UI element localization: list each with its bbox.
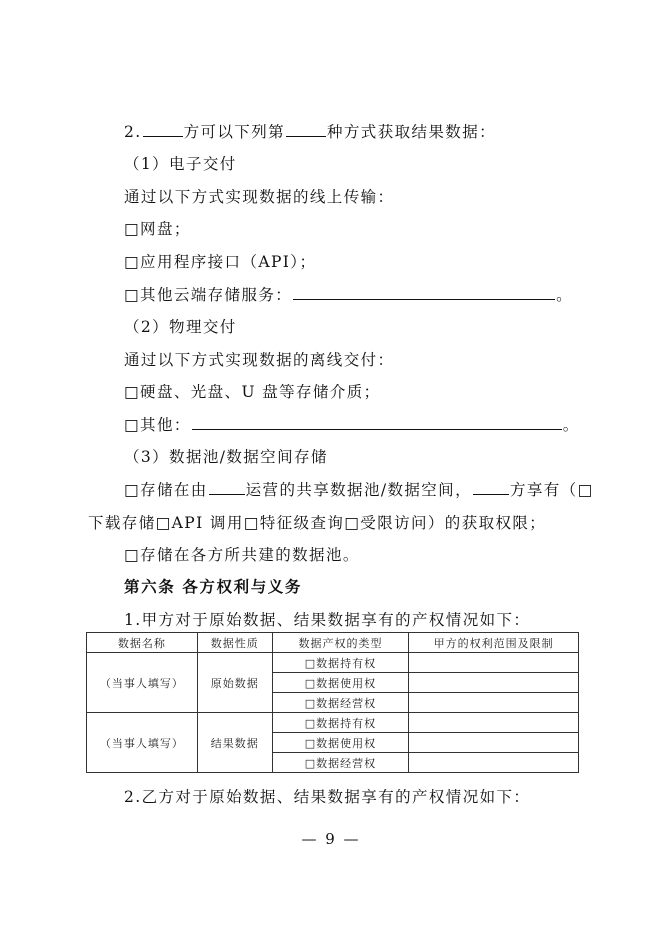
data-name-cell[interactable]: （当事人填写） <box>87 713 198 773</box>
party-a-rights-intro: 1.甲方对于原始数据、结果数据享有的产权情况如下： <box>124 611 531 629</box>
checkbox-usage-right[interactable]: □数据使用权 <box>272 673 409 693</box>
line-text: 。 <box>562 416 580 434</box>
checkbox-operation-right[interactable]: □数据经营权 <box>272 693 409 713</box>
checkbox-holding-right[interactable]: □数据持有权 <box>272 653 409 673</box>
electronic-delivery-heading: （1）电子交付 <box>124 155 237 173</box>
table-row <box>87 713 579 733</box>
item-number: 2. <box>124 123 142 141</box>
checkbox-other-cloud[interactable] <box>124 285 573 305</box>
checkbox-storage-media[interactable]: □硬盘、光盘、U 盘等存储介质； <box>124 383 381 401</box>
line-text: □其他： <box>124 416 191 434</box>
delivery-method-line <box>124 122 496 142</box>
data-nature-cell: 原始数据 <box>197 653 272 713</box>
method-number-blank[interactable] <box>286 122 326 137</box>
line-text: 运营的共享数据池/数据空间， <box>245 481 472 499</box>
checkbox-joint-pool[interactable]: □存储在各方所共建的数据池。 <box>124 546 360 564</box>
other-physical-blank[interactable] <box>192 415 562 430</box>
online-transfer-text: 通过以下方式实现数据的线上传输： <box>124 188 395 206</box>
scope-cell[interactable] <box>409 653 579 673</box>
line-text: 方享有（□ <box>509 481 594 499</box>
party-blank[interactable] <box>143 122 183 137</box>
physical-delivery-heading: （2）物理交付 <box>124 318 237 336</box>
data-nature-cell: 结果数据 <box>197 713 272 773</box>
line-text: 种方式获取结果数据： <box>327 123 497 141</box>
operator-blank[interactable] <box>209 480 245 495</box>
scope-cell[interactable] <box>409 693 579 713</box>
offline-transfer-text: 通过以下方式实现数据的离线交付： <box>124 351 395 369</box>
party-a-rights-table <box>86 632 579 773</box>
data-pool-heading: （3）数据池/数据空间存储 <box>124 448 328 466</box>
page-number: — 9 — <box>301 830 361 848</box>
scope-cell[interactable] <box>409 753 579 773</box>
checkbox-shared-pool[interactable] <box>124 480 594 500</box>
line-text: 。 <box>556 286 574 304</box>
table-row <box>87 653 579 673</box>
scope-cell[interactable] <box>409 713 579 733</box>
checkbox-other-physical[interactable] <box>124 415 580 435</box>
checkbox-netdisk[interactable]: □网盘； <box>124 220 191 238</box>
other-cloud-blank[interactable] <box>293 285 555 300</box>
header-scope-limits: 甲方的权利范围及限制 <box>409 633 579 653</box>
access-rights-continuation: 下载存储□API 调用□特征级查询□受限访问）的获取权限； <box>88 514 547 532</box>
checkbox-operation-right[interactable]: □数据经营权 <box>272 753 409 773</box>
header-data-nature: 数据性质 <box>197 633 272 653</box>
scope-cell[interactable] <box>409 673 579 693</box>
scope-cell[interactable] <box>409 733 579 753</box>
party-blank[interactable] <box>473 480 509 495</box>
checkbox-holding-right[interactable]: □数据持有权 <box>272 713 409 733</box>
header-right-type: 数据产权的类型 <box>272 633 409 653</box>
checkbox-usage-right[interactable]: □数据使用权 <box>272 733 409 753</box>
table-header-row <box>87 633 579 653</box>
checkbox-api[interactable]: □应用程序接口（API）； <box>124 253 317 271</box>
article-six-heading: 第六条 各方权利与义务 <box>124 578 302 596</box>
line-text: □存储在由 <box>124 481 208 499</box>
data-name-cell[interactable]: （当事人填写） <box>87 653 198 713</box>
party-b-rights-intro: 2.乙方对于原始数据、结果数据享有的产权情况如下： <box>124 788 531 806</box>
header-data-name: 数据名称 <box>87 633 198 653</box>
line-text: 方可以下列第 <box>183 123 285 141</box>
line-text: □其他云端存储服务： <box>124 286 293 304</box>
